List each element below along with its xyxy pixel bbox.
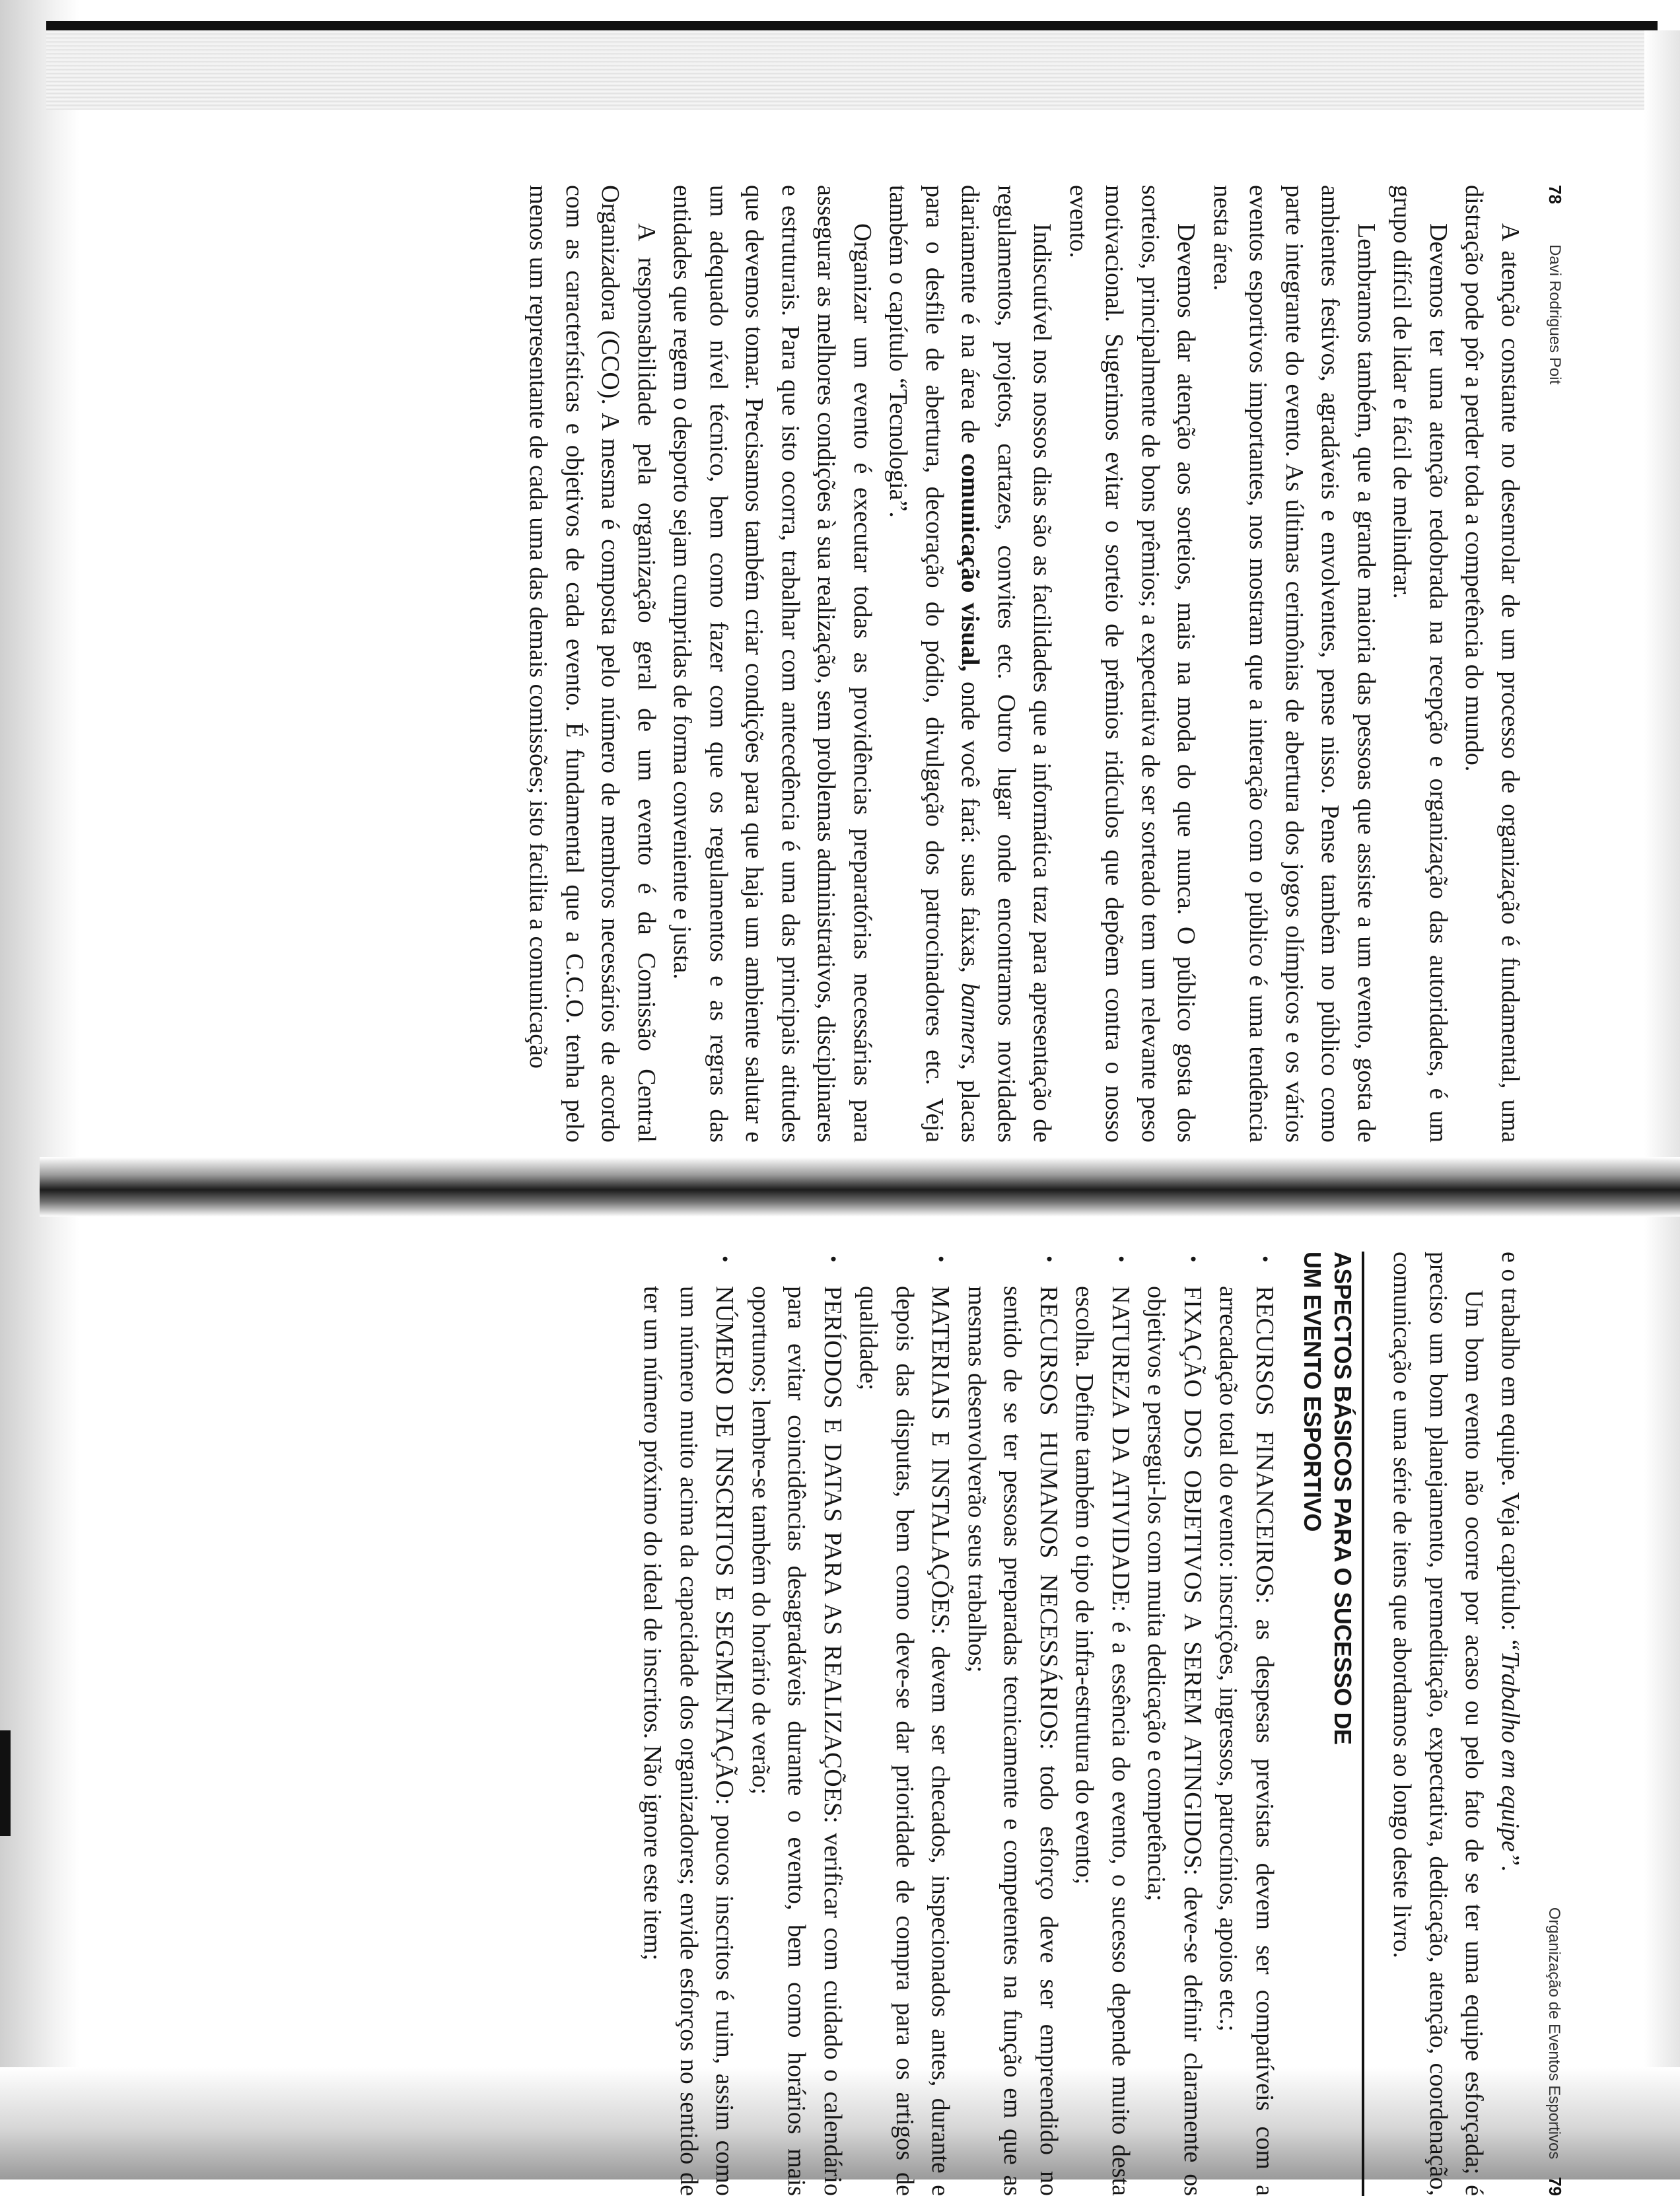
paragraph — [1384, 185, 1456, 1143]
list-item-text: FIXAÇÃO DOS OBJETIVOS A SEREM ATINGIDOS: deve-se definir claramente os objetivos e persegui-los com muita dedicação e competência; — [1142, 1286, 1207, 2196]
list-item — [1210, 1252, 1282, 2196]
paragraph — [1492, 1252, 1529, 2196]
book-title: Organização de Eventos Esportivos — [1545, 1907, 1563, 2160]
page-stack-edges — [46, 30, 1658, 110]
bullet-icon: • — [930, 1256, 952, 1263]
text-run: , placas para o desfile de abertura, decoração do pódio, divulgação dos patrocinadores etc. Veja também o capítulo “Tecnologia”. — [884, 185, 985, 1143]
text-run: A atenção constante no desenrolar de um processo de organização é fundamental, uma distração pode pôr a perder toda a competência do mundo. — [1460, 185, 1524, 1143]
list-item — [959, 1252, 1067, 2196]
paragraph — [1384, 1252, 1492, 2196]
bold-text: comunicação visual, — [956, 453, 985, 672]
bullet-list — [635, 1252, 1282, 2196]
section-heading-line-2: UM EVENTO ESPORTIVO — [1299, 1252, 1326, 1532]
page-number: 78 — [1545, 185, 1565, 204]
scan-right-edge — [1644, 30, 1680, 2179]
list-item-text: RECURSOS HUMANOS NECESSÁRIOS: todo esforço deve ser empreendido no sentido de se ter pessoas preparadas tecnicamente e competentes na função em que as mesmas desenvolverão seus trabalhos; — [963, 1286, 1063, 2196]
italic-text: banners — [956, 983, 985, 1064]
list-item — [851, 1252, 959, 2196]
section-heading-line-1: ASPECTOS BÁSICOS PARA O SUCESSO DE — [1329, 1252, 1356, 1745]
text-run: A responsabilidade pela organização geral de um evento é da Comissão Central Organizadora (CCO). A mesma é composta pelo número de membros necessários de acordo com as características e objetivos de cada evento. É fundamental que a C.C.O. tenha pelo menos um representante de cada uma das demais comissões; isto facilita a comunicação — [524, 185, 660, 1143]
text-run: Lembramos também, que a grande maioria das pessoas que assiste a um evento, gosta de ambientes festivos, agradáveis e envolventes, pense nisso. Pense também no público como parte integrante do evento. As últimas cerimônias de abertura dos jogos olímpicos e os vários eventos esportivos importantes, nos mostram que a interação com o público é uma tendência nesta área. — [1208, 185, 1380, 1143]
bullet-icon: • — [1110, 1256, 1132, 1263]
running-head-left — [1535, 185, 1565, 1143]
list-item — [635, 1252, 743, 2196]
bullet-icon: • — [1254, 1256, 1276, 1263]
list-item — [743, 1252, 851, 2196]
text-run: Um bom evento não ocorre por acaso ou pelo fato de se ter uma equipe esforçada; é preciso um bom planejamento, premeditação, expectativa, dedicação, atenção, coordenação, comunicação e uma série de itens que abordamos ao longo deste livro. — [1388, 1252, 1488, 2196]
bullet-icon: • — [714, 1256, 736, 1263]
page-79-body — [1384, 1252, 1528, 2196]
text-run: Indiscutível nos nossos dias são as facilidades que a informática traz para apresentação de regulamentos, projetos, cartazes, convites etc. Outro lugar onde encontramos novidades diariamente é na área de — [956, 185, 1057, 1143]
bullet-icon: • — [1182, 1256, 1204, 1263]
running-head-right — [1535, 1252, 1565, 2196]
bullet-icon: • — [822, 1256, 844, 1263]
scan-edge-mark — [0, 1730, 11, 1836]
paragraph — [1456, 185, 1528, 1143]
list-item-text: MATERIAIS E INSTALAÇÕES: devem ser checados, inspecionados antes, durante e depois das disputas, bem como deve-se dar prioridade de compra para os artigos de qualidade; — [855, 1286, 955, 2196]
list-item-text: NATUREZA DA ATIVIDADE: é a essência do evento, o sucesso depende muito desta escolha. Define também o tipo de infra-estrutura do evento; — [1070, 1286, 1135, 2196]
list-item — [1138, 1252, 1210, 2196]
paragraph — [1061, 185, 1205, 1143]
bullet-icon: • — [1038, 1256, 1060, 1263]
list-item-text: RECURSOS FINANCEIROS: as despesas previstas devem ser compatíveis com a arrecadação total do evento: inscrições, ingressos, patrocínios, apoios etc.; — [1214, 1286, 1278, 2196]
author-name: Davi Rodrigues Poit — [1546, 244, 1564, 385]
paragraph — [520, 185, 664, 1143]
list-item-text: PERÍODOS E DATAS PARA AS REALIZAÇÕES: verificar com cuidado o calendário para evitar coincidências desagradáveis durante o evento, bem como horários mais oportunos; lembre-se também do horário de verão; — [747, 1286, 847, 2196]
paragraph — [880, 185, 1061, 1143]
page-78 — [158, 185, 1565, 1143]
section-heading — [1297, 1252, 1364, 2196]
page-78-body — [520, 185, 1528, 1143]
list-item-text: NÚMERO DE INSCRITOS E SEGMENTAÇÃO: poucos inscritos é ruim, assim como um número muito acima da capacidade dos organizadores; envide esforços no sentido de ter um número próximo do ideal de inscritos. Não ignore este item; — [639, 1286, 739, 2196]
scan-shadow — [0, 0, 79, 2179]
italic-text: “Trabalho em equipe”. — [1496, 1637, 1524, 1872]
page-number: 79 — [1545, 2177, 1565, 2196]
book-spine-gutter — [40, 1157, 1680, 1217]
list-item — [1067, 1252, 1138, 2196]
book-top-edge — [46, 21, 1658, 30]
text-run: onde você fará: suas faixas, — [956, 672, 985, 983]
text-run: Devemos dar atenção aos sorteios, mais na moda do que nunca. O público gosta dos sorteios, principalmente de bons prêmios; a expectativa de ser sorteado tem um relevante peso motivacional. Sugerimos evitar o sorteio de prêmios ridículos que depõem contra o nosso evento. — [1065, 185, 1201, 1143]
page-79 — [132, 1252, 1565, 2196]
text-run: Devemos ter uma atenção redobrada na recepção e organização das autoridades, é um grupo difícil de lidar e fácil de melindrar. — [1388, 185, 1452, 1143]
text-run: Organizar um evento é executar todas as providências preparatórias necessárias para assegurar as melhores condições à sua realização, sem problemas administrativos, disciplinares e estruturais. Para que isto ocorra, trabalhar com antecedência é uma das principais atitudes que devemos tomar. Precisamos também criar condições para que haja um ambiente salutar e um adequado nível técnico, bem como fazer com que os regulamentos e as regras das entidades que regem o desporto sejam cumpridas de forma conveniente e justa. — [668, 185, 876, 1143]
paragraph — [1205, 185, 1385, 1143]
text-run: e o trabalho em equipe. Veja capítulo: — [1496, 1252, 1524, 1637]
paragraph — [664, 185, 880, 1143]
